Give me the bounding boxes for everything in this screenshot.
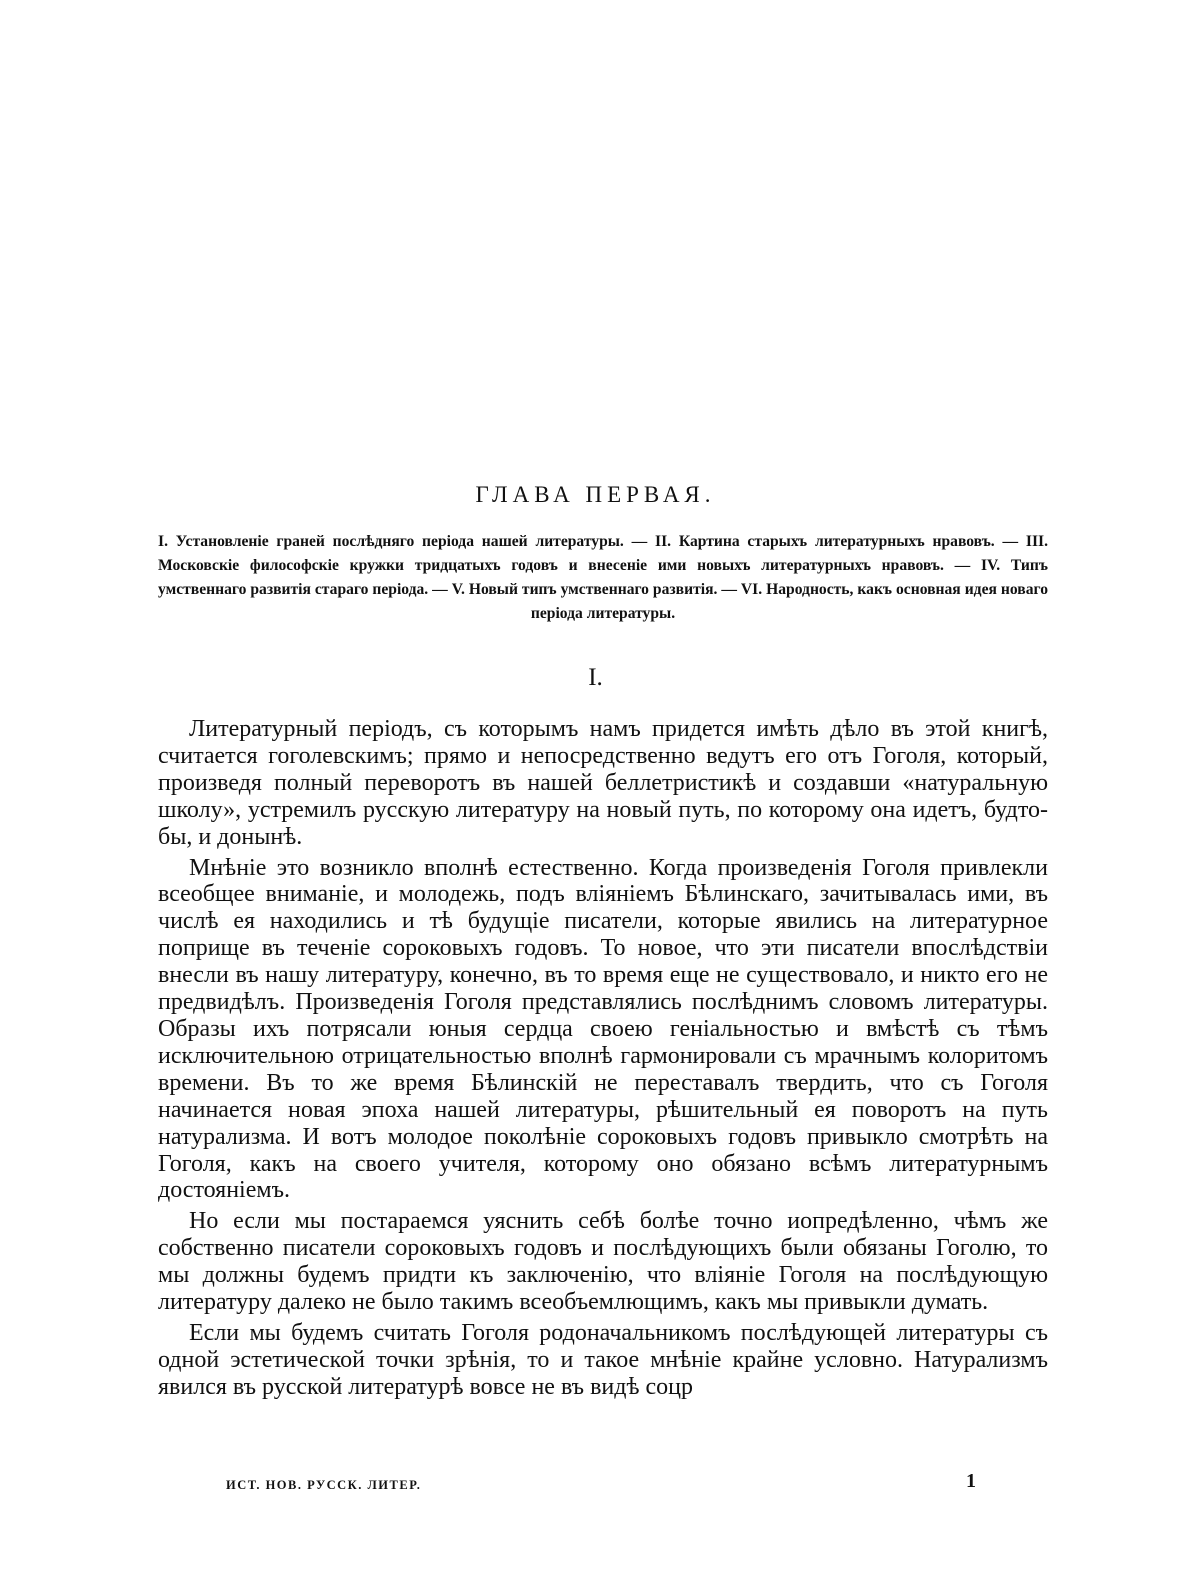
footer-signature: ИСТ. НОВ. РУССК. ЛИТЕР. — [226, 1478, 422, 1492]
paragraph-3: Но если мы постараемся уяснить себѣ болѣе точно иопредѣленно, чѣмъ же собственно писатели сороковыхъ годовъ и послѣдующихъ были обязаны Гоголю, то мы должны будемъ придти къ заключенію, что вліяніе Гоголя на послѣдующую литературу далеко не было такимъ всеобъемлющимъ, какъ мы привыкли думать. — [158, 1208, 1048, 1316]
page-number: 1 — [966, 1470, 976, 1492]
paragraph-2: Мнѣніе это возникло вполнѣ естественно. Когда произведенія Гоголя привлекли всеобщее вниманіе, и молодежь, подъ вліяніемъ Бѣлинскаго, зачитывалась ими, въ числѣ ея находились и тѣ будущіе писатели, которые явились на литературное поприще въ теченіе сороковыхъ годовъ. То новое, что эти писатели впослѣдствіи внесли въ нашу литературу, конечно, въ то время еще не существовало, и никто его не предвидѣлъ. Произведенія Гоголя представлялись послѣднимъ словомъ литературы. Образы ихъ потрясали юныя сердца своею геніальностью и вмѣстѣ съ тѣмъ исключительною отрицательностью вполнѣ гармонировали съ мрачнымъ колоритомъ времени. Въ то же время Бѣлинскій не переставалъ твердить, что съ Гоголя начинается новая эпоха нашей литературы, рѣшительный ея поворотъ на путь натурализма. И вотъ молодое поколѣніе сороковыхъ годовъ привыкло смотрѣть на Гоголя, какъ на своего учителя, которому оно обязано всѣмъ литературнымъ достояніемъ. — [158, 854, 1048, 1204]
section-number: I. — [588, 664, 603, 691]
chapter-title: ГЛАВА ПЕРВАЯ. — [475, 482, 716, 507]
paragraph-1: Литературный періодъ, съ которымъ намъ придется имѣть дѣло въ этой книгѣ, считается гоголевскимъ; прямо и непосредственно ведутъ его отъ Гоголя, который, произведя полный переворотъ въ нашей беллетристикѣ и создавши «натуральную школу», устремилъ русскую литературу на новый путь, по которому она идетъ, будто-бы, и донынѣ. — [158, 716, 1048, 850]
body-text — [158, 716, 1048, 1405]
chapter-summary: I. Установленіе граней послѣдняго періода нашей литературы. — II. Картина старыхъ литературныхъ нравовъ. — III. Московскіе философскіе кружки тридцатыхъ годовъ и внесеніе ими новыхъ литературныхъ нравовъ. — IV. Типъ умственнаго развитія стараго періода. — V. Новый типъ умственнаго развитія. — VI. Народность, какъ основная идея новаго періода литературы. — [158, 533, 1048, 622]
paragraph-4: Если мы будемъ считать Гоголя родоначальникомъ послѣдующей литературы съ одной эстетической точки зрѣнія, то и такое мнѣніе крайне условно. Натурализмъ явился въ русской литературѣ вовсе не въ видѣ соцр — [158, 1319, 1048, 1400]
